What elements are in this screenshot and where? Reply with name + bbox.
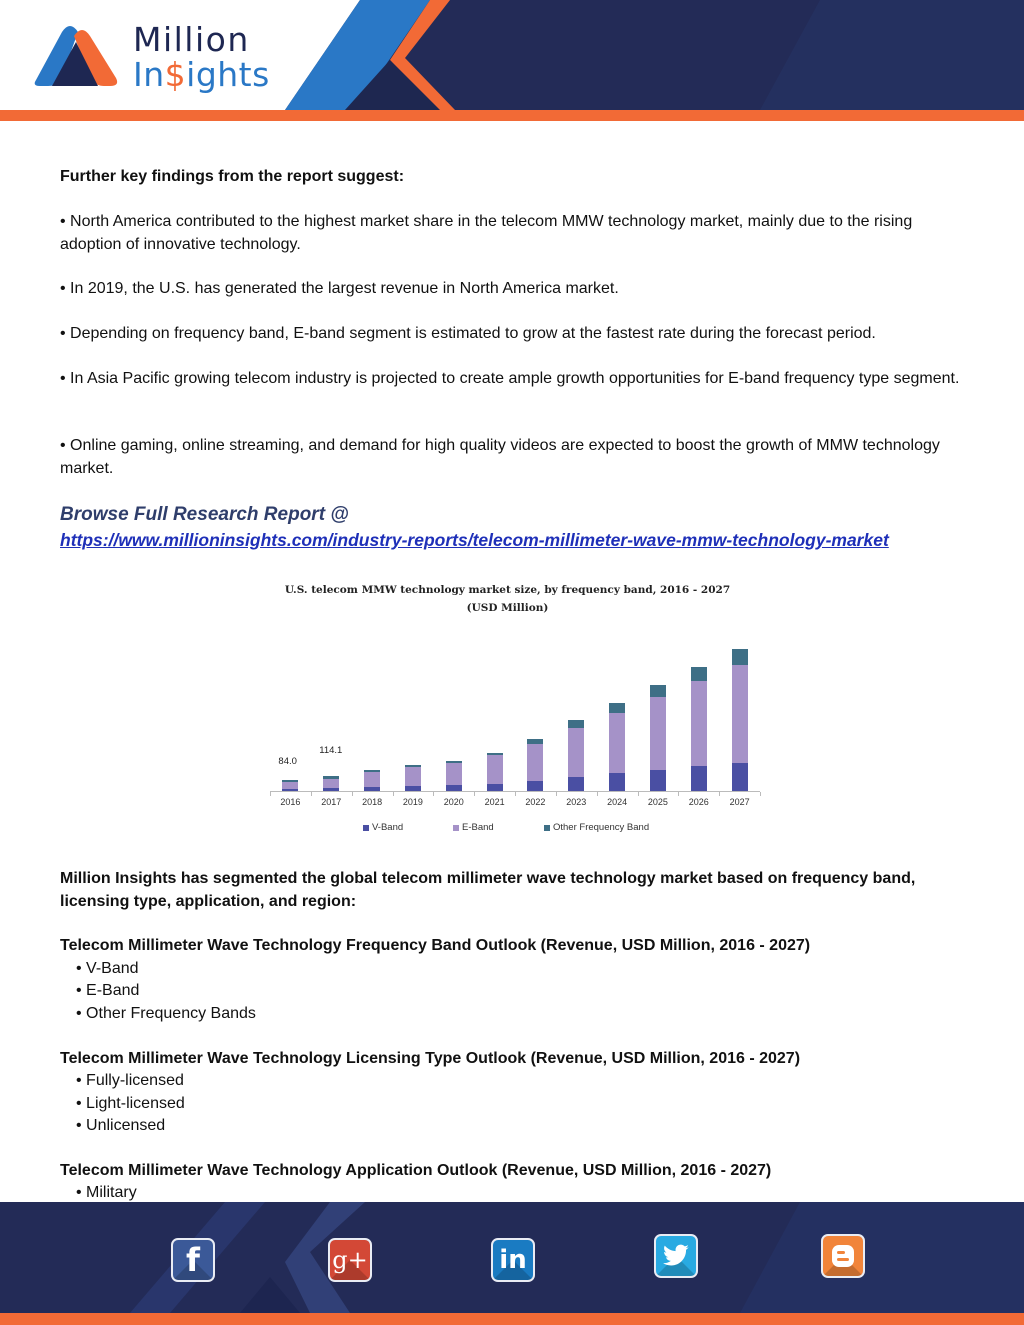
bar-2024 — [609, 703, 625, 791]
blogger-button[interactable] — [821, 1234, 865, 1278]
section-title-frequency-band: Telecom Millimeter Wave Technology Frequency Band Outlook (Revenue, USD Million, 2016 - 2027) — [60, 937, 811, 954]
x-axis-tick — [515, 792, 516, 796]
finding-bullet: • In Asia Pacific growing telecom industry is projected to create ample growth opportunities for E-band frequency type segment. — [60, 370, 960, 387]
logo-text-million: Million — [133, 20, 250, 59]
bar-segment-e-band — [609, 713, 625, 773]
x-axis-tick — [638, 792, 639, 796]
data-label: 114.1 — [319, 745, 343, 757]
x-axis-tick — [719, 792, 720, 796]
bar-2027 — [732, 649, 748, 791]
bar-segment-e-band — [568, 728, 584, 777]
company-logo[interactable] — [30, 22, 280, 94]
segmentation-intro: Million Insights has segmented the global telecom millimeter wave technology market based on frequency band, licensing type, application, and region: — [60, 870, 916, 910]
x-axis-tick — [352, 792, 353, 796]
page-footer — [0, 1202, 1024, 1325]
bar-segment-v-band — [568, 777, 584, 791]
bar-segment-v-band — [282, 789, 298, 791]
bar-segment-e-band — [446, 763, 462, 785]
legend-swatch — [453, 825, 459, 831]
x-axis-tick — [556, 792, 557, 796]
legend-item-other-band: Other Frequency Band — [544, 822, 649, 833]
bar-2019 — [405, 765, 421, 791]
bar-2021 — [487, 753, 503, 791]
data-label: 84.0 — [278, 755, 297, 767]
x-axis-label: 2017 — [321, 797, 342, 807]
x-axis-label: 2019 — [402, 797, 423, 807]
google-plus-icon: g+ — [332, 1246, 368, 1274]
finding-bullet: • Online gaming, online streaming, and demand for high quality videos are expected to boost the growth of MMW technology market. — [60, 437, 940, 477]
finding-bullet: • Depending on frequency band, E-band segment is estimated to grow at the fastest rate during the forecast period. — [60, 325, 876, 342]
twitter-button[interactable] — [654, 1234, 698, 1278]
bar-segment-e-band — [364, 772, 380, 787]
bar-2020 — [446, 761, 462, 791]
x-axis-tick — [433, 792, 434, 796]
list-item: • Other Frequency Bands — [76, 1005, 256, 1022]
bar-segment-e-band — [527, 744, 543, 781]
x-axis-tick — [393, 792, 394, 796]
bar-segment-v-band — [323, 788, 339, 791]
bar-2022 — [527, 739, 543, 791]
header-orange-stripe — [0, 110, 1024, 121]
x-axis-tick — [597, 792, 598, 796]
bar-segment-v-band — [732, 763, 748, 791]
bar-segment-e-band — [323, 779, 339, 788]
bar-2026 — [691, 667, 707, 791]
page-header — [0, 0, 1024, 121]
x-axis-label: 2022 — [525, 797, 546, 807]
bar-segment-v-band — [405, 786, 421, 791]
findings-heading: Further key findings from the report suggest: — [60, 168, 405, 185]
logo-mountain-icon — [30, 22, 122, 88]
x-axis-tick — [678, 792, 679, 796]
list-item: • V-Band — [76, 960, 139, 977]
x-axis-label: 2016 — [280, 797, 301, 807]
x-axis-tick — [474, 792, 475, 796]
bar-segment-v-band — [650, 770, 666, 791]
logo-text-insights: In$ights — [133, 55, 270, 94]
bar-segment-e-band — [691, 681, 707, 766]
bar-segment-e-band — [487, 755, 503, 784]
stacked-bar-chart — [240, 575, 780, 845]
bar-2025 — [650, 685, 666, 791]
bar-segment-other-frequency-band — [568, 720, 584, 728]
report-link[interactable]: https://www.millioninsights.com/industry-reports/telecom-millimeter-wave-mmw-technology-market — [60, 530, 889, 550]
legend-swatch — [363, 825, 369, 831]
bar-segment-other-frequency-band — [650, 685, 666, 697]
browse-report-title: Browse Full Research Report @ — [60, 504, 349, 525]
x-axis-label: 2025 — [647, 797, 668, 807]
blogger-icon — [830, 1243, 856, 1269]
bar-segment-v-band — [691, 766, 707, 791]
bar-2018 — [364, 770, 380, 791]
linkedin-icon: in — [499, 1245, 527, 1275]
x-axis-label: 2020 — [443, 797, 464, 807]
legend-swatch — [544, 825, 550, 831]
chart-plot-area — [270, 635, 760, 792]
google-plus-button[interactable] — [328, 1238, 372, 1282]
bar-segment-other-frequency-band — [609, 703, 625, 713]
x-axis-tick — [760, 792, 761, 796]
section-title-application: Telecom Millimeter Wave Technology Application Outlook (Revenue, USD Million, 2016 - 2027) — [60, 1162, 772, 1179]
list-item: • Unlicensed — [76, 1117, 166, 1134]
bar-segment-e-band — [732, 665, 748, 763]
facebook-button[interactable] — [171, 1238, 215, 1282]
x-axis-tick — [311, 792, 312, 796]
bar-2017 — [323, 776, 339, 791]
twitter-bird-icon — [662, 1244, 690, 1268]
section-title-licensing-type: Telecom Millimeter Wave Technology Licensing Type Outlook (Revenue, USD Million, 2016 - 2027) — [60, 1050, 801, 1067]
x-axis-label: 2026 — [688, 797, 709, 807]
finding-bullet: • North America contributed to the highest market share in the telecom MMW technology market, mainly due to the rising adoption of innovative technology. — [60, 213, 913, 253]
x-axis-label: 2023 — [566, 797, 587, 807]
facebook-icon: f — [186, 1241, 200, 1279]
legend-item-v-band: V-Band — [363, 822, 403, 833]
bar-segment-v-band — [527, 781, 543, 791]
chart-title: U.S. telecom MMW technology market size, by frequency band, 2016 - 2027 (USD Million) — [284, 584, 731, 614]
legend-item-e-band: E-Band — [453, 822, 494, 833]
x-axis-label: 2024 — [607, 797, 628, 807]
bar-segment-v-band — [446, 785, 462, 791]
list-item: • Light-licensed — [76, 1095, 185, 1112]
x-axis-label: 2018 — [362, 797, 383, 807]
x-axis-label: 2021 — [484, 797, 505, 807]
list-item: • Military — [76, 1184, 137, 1201]
bar-segment-v-band — [609, 773, 625, 791]
x-axis-label: 2027 — [729, 797, 750, 807]
bar-segment-other-frequency-band — [732, 649, 748, 665]
list-item: • Fully-licensed — [76, 1072, 184, 1089]
bar-segment-e-band — [405, 767, 421, 786]
bar-2023 — [568, 720, 584, 791]
bar-segment-v-band — [487, 784, 503, 791]
bar-segment-other-frequency-band — [691, 667, 707, 681]
bar-segment-e-band — [650, 697, 666, 770]
linkedin-button[interactable] — [491, 1238, 535, 1282]
list-item: • E-Band — [76, 982, 140, 999]
x-axis-tick — [270, 792, 271, 796]
finding-bullet: • In 2019, the U.S. has generated the largest revenue in North America market. — [60, 280, 619, 297]
bar-2016 — [282, 780, 298, 791]
footer-orange-stripe — [0, 1313, 1024, 1325]
bar-segment-v-band — [364, 787, 380, 791]
